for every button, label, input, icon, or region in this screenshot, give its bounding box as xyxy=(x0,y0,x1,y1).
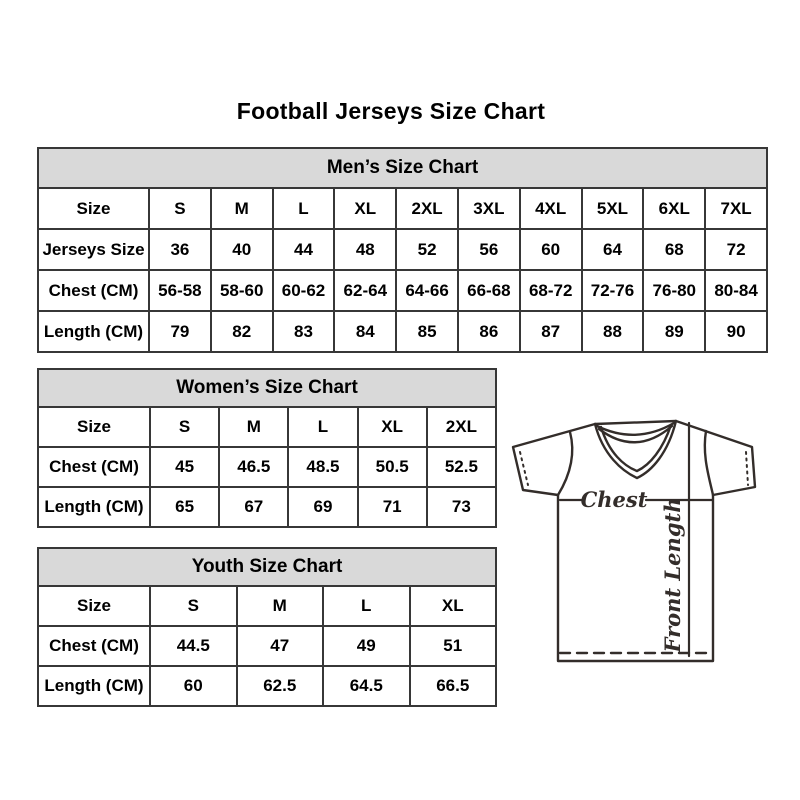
size-chart-title: Youth Size Chart xyxy=(38,548,496,586)
value-cell: 60 xyxy=(150,666,237,706)
size-chart-title: Women’s Size Chart xyxy=(38,369,496,407)
value-cell: 56-58 xyxy=(149,270,211,311)
value-cell: 72-76 xyxy=(582,270,644,311)
value-cell: M xyxy=(237,586,324,626)
value-cell: 40 xyxy=(211,229,273,270)
row-label: Chest (CM) xyxy=(38,626,150,666)
value-cell: M xyxy=(211,188,273,229)
value-cell: 71 xyxy=(358,487,427,527)
value-cell: 46.5 xyxy=(219,447,288,487)
chest-label: Chest xyxy=(580,487,648,512)
jersey-collar-top-line xyxy=(595,421,676,424)
value-cell: XL xyxy=(334,188,396,229)
table-row xyxy=(38,270,767,311)
row-label: Size xyxy=(38,407,150,447)
value-cell: 88 xyxy=(582,311,644,352)
front-length-label: Front Length xyxy=(660,497,685,653)
jersey-right-sleeve xyxy=(676,421,755,495)
value-cell: 64-66 xyxy=(396,270,458,311)
value-cell: S xyxy=(150,407,219,447)
value-cell: 45 xyxy=(150,447,219,487)
value-cell: L xyxy=(288,407,357,447)
value-cell: 44.5 xyxy=(150,626,237,666)
value-cell: S xyxy=(150,586,237,626)
table-row xyxy=(38,188,767,229)
value-cell: S xyxy=(149,188,211,229)
value-cell: 48.5 xyxy=(288,447,357,487)
table-row xyxy=(38,626,496,666)
value-cell: 6XL xyxy=(643,188,705,229)
value-cell: 82 xyxy=(211,311,273,352)
value-cell: 87 xyxy=(520,311,582,352)
value-cell: 48 xyxy=(334,229,396,270)
value-cell: 89 xyxy=(643,311,705,352)
row-label: Size xyxy=(38,188,149,229)
value-cell: 52 xyxy=(396,229,458,270)
value-cell: 60 xyxy=(520,229,582,270)
size-chart-title: Men’s Size Chart xyxy=(38,148,767,188)
row-label: Length (CM) xyxy=(38,311,149,352)
value-cell: 76-80 xyxy=(643,270,705,311)
value-cell: 90 xyxy=(705,311,767,352)
value-cell: 84 xyxy=(334,311,396,352)
value-cell: 83 xyxy=(273,311,335,352)
value-cell: 49 xyxy=(323,626,410,666)
row-label: Size xyxy=(38,586,150,626)
value-cell: 4XL xyxy=(520,188,582,229)
value-cell: 73 xyxy=(427,487,496,527)
jersey-left-sleeve xyxy=(513,424,595,495)
mens-size-chart-table xyxy=(37,147,768,353)
row-label: Length (CM) xyxy=(38,666,150,706)
value-cell: 64.5 xyxy=(323,666,410,706)
value-cell: 67 xyxy=(219,487,288,527)
womens-size-chart-table xyxy=(37,368,497,528)
value-cell: 36 xyxy=(149,229,211,270)
value-cell: 2XL xyxy=(396,188,458,229)
table-row xyxy=(38,407,496,447)
value-cell: 7XL xyxy=(705,188,767,229)
value-cell: 3XL xyxy=(458,188,520,229)
value-cell: 62.5 xyxy=(237,666,324,706)
value-cell: 2XL xyxy=(427,407,496,447)
value-cell: 58-60 xyxy=(211,270,273,311)
value-cell: 62-64 xyxy=(334,270,396,311)
page-title: Football Jerseys Size Chart xyxy=(236,98,546,124)
value-cell: M xyxy=(219,407,288,447)
value-cell: L xyxy=(323,586,410,626)
value-cell: XL xyxy=(358,407,427,447)
value-cell: 66-68 xyxy=(458,270,520,311)
value-cell: 44 xyxy=(273,229,335,270)
row-label: Length (CM) xyxy=(38,487,150,527)
row-label: Jerseys Size xyxy=(38,229,149,270)
table-row xyxy=(38,229,767,270)
row-label: Chest (CM) xyxy=(38,270,149,311)
value-cell: 66.5 xyxy=(410,666,497,706)
value-cell: 51 xyxy=(410,626,497,666)
value-cell: 47 xyxy=(237,626,324,666)
value-cell: 85 xyxy=(396,311,458,352)
value-cell: 5XL xyxy=(582,188,644,229)
value-cell: 60-62 xyxy=(273,270,335,311)
table-row xyxy=(38,666,496,706)
value-cell: 80-84 xyxy=(705,270,767,311)
value-cell: 68-72 xyxy=(520,270,582,311)
right-cuff-dotted-line xyxy=(746,452,748,485)
value-cell: 52.5 xyxy=(427,447,496,487)
value-cell: 69 xyxy=(288,487,357,527)
table-row xyxy=(38,586,496,626)
jersey-right-armscye-seam xyxy=(705,431,713,495)
jersey-left-armscye-seam xyxy=(558,432,572,495)
value-cell: 65 xyxy=(150,487,219,527)
value-cell: 56 xyxy=(458,229,520,270)
table-row xyxy=(38,487,496,527)
value-cell: 64 xyxy=(582,229,644,270)
value-cell: L xyxy=(273,188,335,229)
jersey-measurement-diagram xyxy=(503,405,775,683)
jersey-outline-illustration xyxy=(503,405,775,683)
table-row xyxy=(38,447,496,487)
value-cell: XL xyxy=(410,586,497,626)
row-label: Chest (CM) xyxy=(38,447,150,487)
value-cell: 79 xyxy=(149,311,211,352)
value-cell: 72 xyxy=(705,229,767,270)
value-cell: 50.5 xyxy=(358,447,427,487)
value-cell: 68 xyxy=(643,229,705,270)
table-row xyxy=(38,311,767,352)
value-cell: 86 xyxy=(458,311,520,352)
youth-size-chart-table xyxy=(37,547,497,707)
